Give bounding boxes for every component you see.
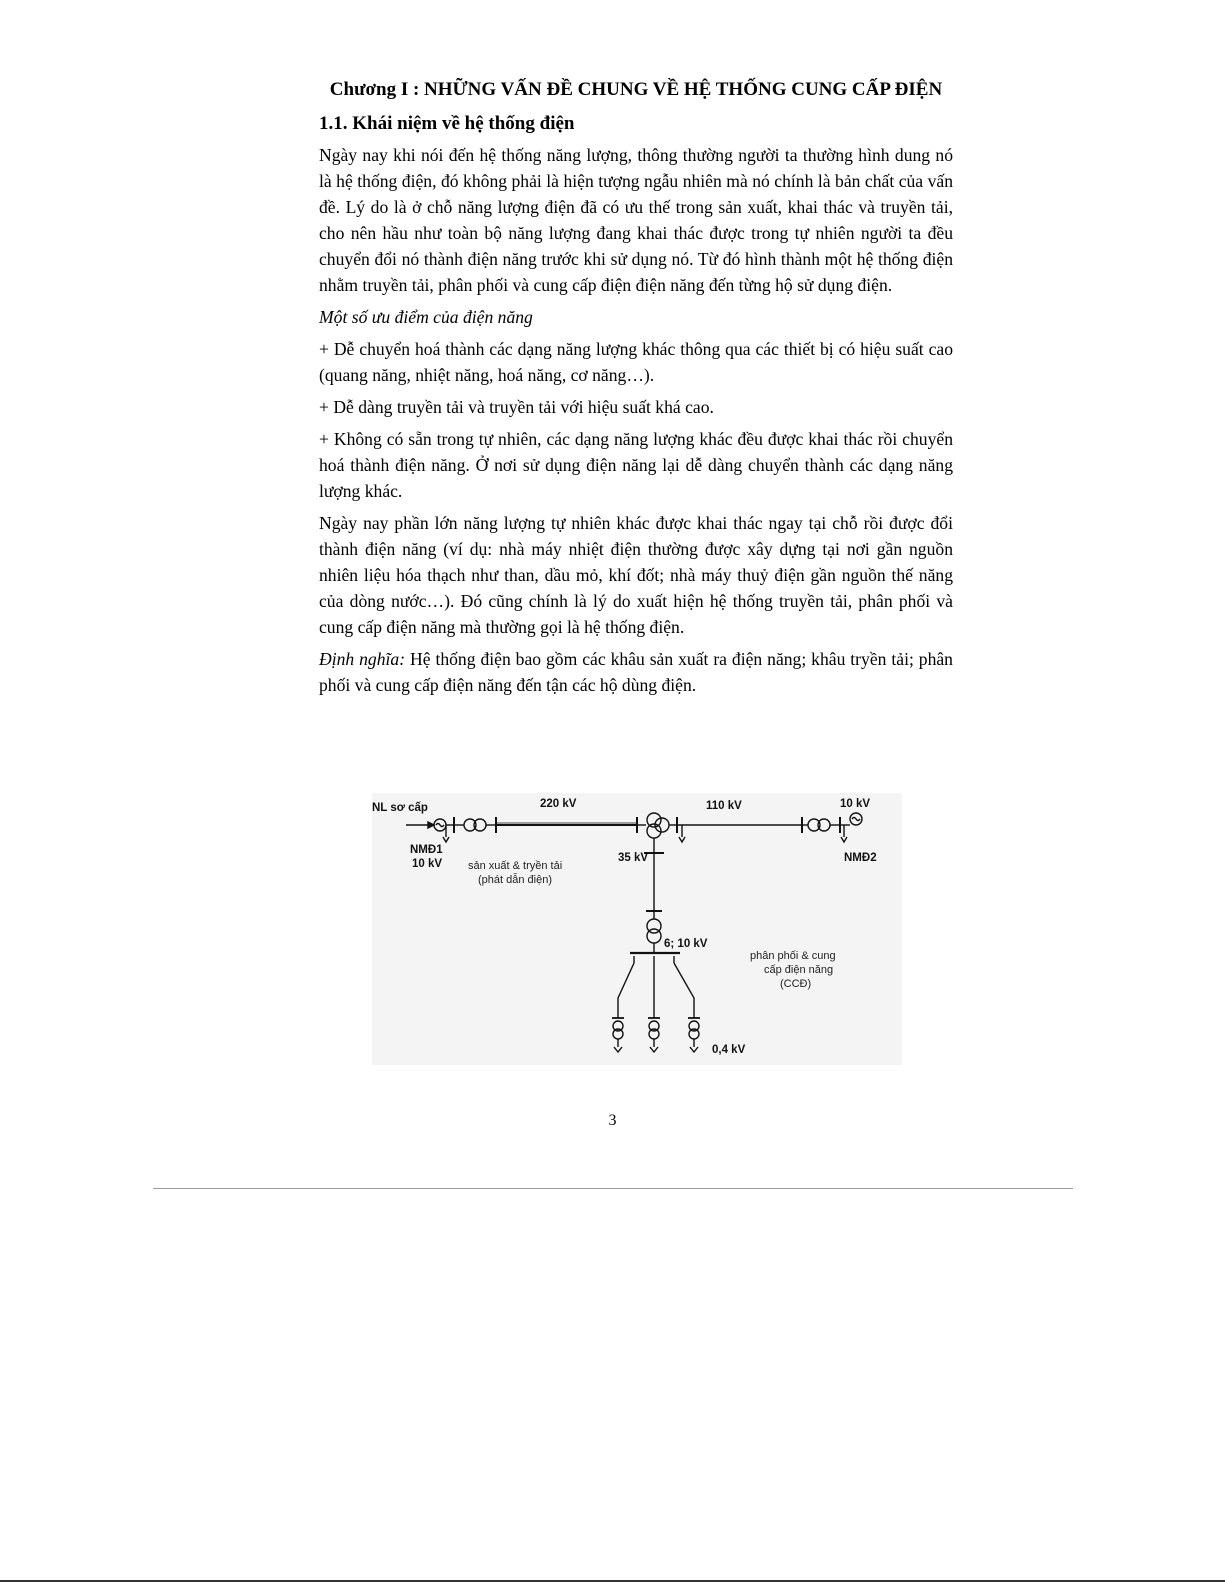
label-production-2: (phát dẫn điện) (478, 874, 552, 886)
label-distribution-3: (CCĐ) (780, 978, 812, 990)
definition-label: Định nghĩa: (319, 649, 406, 669)
label-distribution-2: cấp điện năng (764, 964, 834, 976)
definition-paragraph (319, 646, 953, 698)
power-system-diagram-svg (372, 793, 902, 1065)
distribution-transformer-2-icon (649, 1021, 659, 1052)
label-6-10kv: 6; 10 kV (664, 938, 708, 950)
label-10kv-right: 10 kV (840, 798, 871, 810)
label-nmd1: NMĐ1 (410, 844, 443, 856)
transformer-35kv-icon (647, 919, 661, 943)
document-page (319, 78, 953, 704)
generator-nmd1-icon (434, 819, 454, 842)
label-production-1: sản xuất & tryền tải (468, 860, 563, 872)
transformer-stepup-icon (464, 819, 486, 831)
feeder-left (618, 963, 634, 1018)
label-04kv: 0,4 kV (712, 1044, 746, 1056)
distribution-transformer-3-icon (689, 1021, 699, 1052)
three-winding-transformer-icon (647, 813, 669, 838)
power-system-diagram (372, 793, 902, 1065)
transformer-nmd2-icon (808, 819, 830, 831)
label-110kv: 110 kV (706, 800, 742, 812)
advantage-item-2: + Dễ dàng truyền tải và truyền tải với hiệu suất khá cao. (319, 397, 714, 417)
label-distribution-1: phân phối & cung (750, 950, 836, 962)
advantage-item-3: + Không có sẵn trong tự nhiên, các dạng năng lượng khác đều được khai thác rồi chuyển hoá thành điện năng. Ở nơi sử dụng điện năng lại dễ dàng chuyển thành các dạng năng lượng khác. (319, 429, 953, 501)
chapter-title: Chương I : NHỮNG VẤN ĐỀ CHUNG VỀ HỆ THỐNG CUNG CẤP ĐIỆN (329, 79, 943, 100)
label-nl-so-cap: NL sơ cấp (372, 802, 428, 814)
definition-text: Hệ thống điện bao gồm các khâu sản xuất ra điện năng; khâu tryền tải; phân phối và cung cấp điện năng đến tận các hộ dùng điện. (319, 649, 953, 695)
label-10kv-left: 10 kV (412, 858, 443, 870)
advantage-item-1: + Dễ chuyển hoá thành các dạng năng lượng khác thông qua các thiết bị có hiệu suất cao (quang năng, nhiệt năng, hoá năng, cơ năng…). (319, 339, 953, 385)
intro-paragraph: Ngày nay khi nói đến hệ thống năng lượng, thông thường người ta thường hình dung nó là hệ thống điện, đó không phải là hiện tượng ngẫu nhiên mà nó chính là bản chất của vấn đề. Lý do là ở chỗ năng lượng điện đã có ưu thế trong sản xuất, khai thác và truyền tải, cho nên hầu như toàn bộ năng lượng đang khai thác được trong tự nhiên người ta đều chuyển đổi nó thành điện năng trước khi sử dụng nó. Từ đó hình thành một hệ thống điện nhằm truyền tải, phân phối và cung cấp điện điện năng đến từng hộ sử dụng điện. (319, 145, 953, 295)
section-title: 1.1. Khái niệm về hệ thống điện (319, 113, 575, 134)
page-separator (153, 1188, 1073, 1189)
generator-nmd2-icon (850, 813, 862, 825)
advantages-heading: Một số ưu điểm của điện năng (319, 307, 533, 327)
natural-energy-paragraph: Ngày nay phần lớn năng lượng tự nhiên khác được khai thác ngay tại chỗ rồi được đổi thành điện năng (ví dụ: nhà máy nhiệt điện thường được xây dựng tại nơi gần nguồn nhiên liệu hóa thạch như than, dầu mỏ, khí đốt; nhà máy thuỷ điện gần nguồn thế năng của dòng nước…). Đó cũng chính là lý do xuất hiện hệ thống truyền tải, phân phối và cung cấp điện năng mà thường gọi là hệ thống điện. (319, 513, 953, 637)
label-nmd2: NMĐ2 (844, 852, 877, 864)
distribution-transformer-1-icon (613, 1021, 623, 1052)
label-35kv: 35 kV (618, 852, 649, 864)
bottom-border (0, 1580, 1225, 1582)
page-number: 3 (608, 1112, 617, 1129)
primary-energy-arrow-icon (406, 822, 434, 828)
feeder-right (674, 963, 694, 1018)
label-220kv: 220 kV (540, 798, 577, 810)
